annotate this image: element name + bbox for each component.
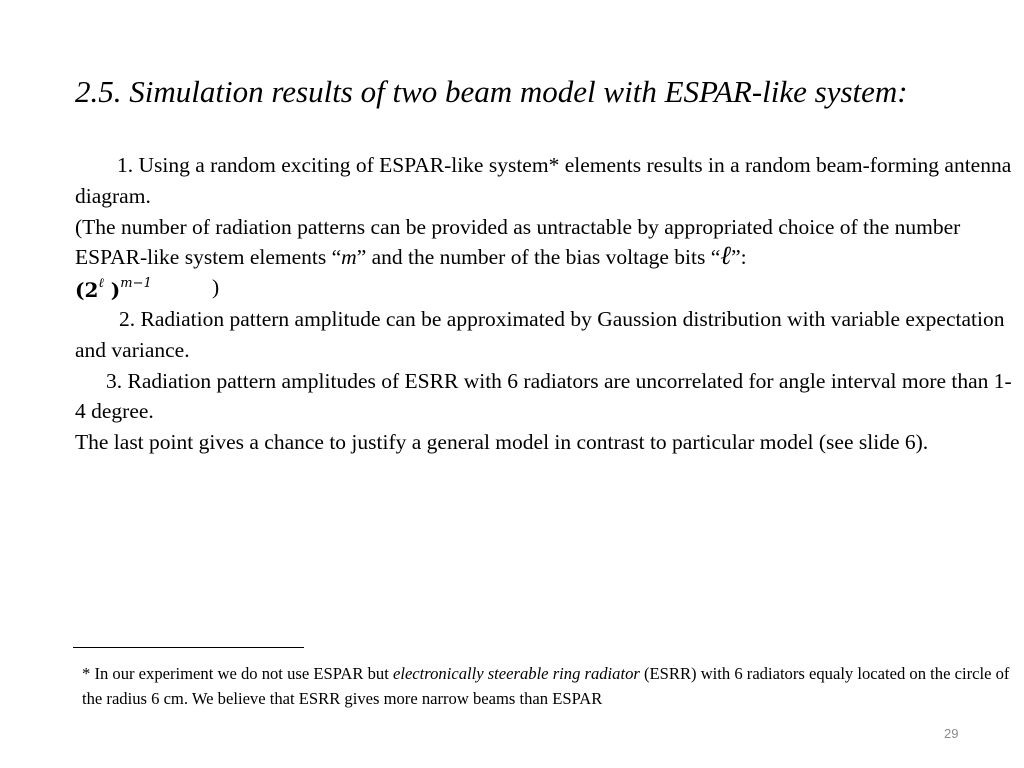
footnote-divider <box>73 647 304 648</box>
formula-paren: ) <box>103 278 121 303</box>
page-number: 29 <box>944 726 959 741</box>
variable-ell: ℓ <box>720 241 732 272</box>
formula-exponent-m: m−1 <box>120 276 152 292</box>
point-2: 2. Radiation pattern amplitude can be approximated by Gaussion distribution with variable expectation and variance. <box>75 306 1005 362</box>
note-text-start: (The number of radiation patterns can be provided as untractable by appropriated choice of the number ESPAR-like system elements “ <box>75 214 961 270</box>
point-3: 3. Radiation pattern amplitudes of ESRR with 6 radiators are uncorrelated for angle interval more than 1-4 degree. <box>75 368 1012 424</box>
slide-body <box>75 150 1020 458</box>
footnote-italic-term: electronically steerable ring radiator <box>392 664 640 683</box>
conclusion: The last point gives a chance to justify a general model in contrast to particular model (see slide 6). <box>75 430 929 455</box>
formula-exponent-ell: ℓ <box>98 276 104 292</box>
variable-m: m <box>341 245 357 270</box>
note-text-end: ”: <box>731 245 747 270</box>
footnote-text-end: (ESRR) with 6 radiators equaly located on the circle of the radius 6 cm. We believe that ESRR gives more narrow beams than ESPAR <box>82 664 1010 708</box>
math-formula <box>75 275 152 310</box>
footnote <box>82 661 1017 711</box>
slide-title: 2.5. Simulation results of two beam model with ESPAR-like system: <box>75 74 908 109</box>
formula-closing-paren: ) <box>212 275 220 300</box>
parenthetical-note <box>75 212 1020 274</box>
footnote-text-start: * In our experiment we do not use ESPAR but <box>82 664 393 683</box>
math-formula-line <box>75 273 1020 304</box>
note-text-middle: ” and the number of the bias voltage bits “ <box>356 245 721 270</box>
formula-base: (2 <box>75 278 99 303</box>
point-1: 1. Using a random exciting of ESPAR-like system* elements results in a random beam-forming antenna diagram. <box>75 153 1012 208</box>
